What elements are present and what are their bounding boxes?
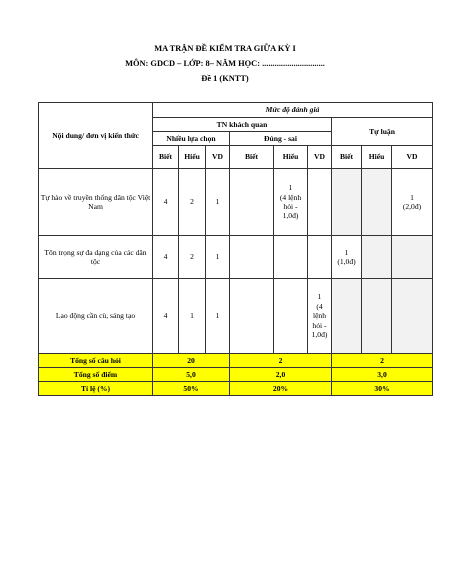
cell-line: 1,0đ) xyxy=(311,330,328,340)
document-title: MA TRẬN ĐỀ KIỂM TRA GIỮA KỲ I xyxy=(154,44,296,53)
essay-biet-header: Biết xyxy=(332,146,362,169)
essay-header: Tự luận xyxy=(332,118,433,146)
content-cell: Tôn trọng sự đa dạng của các dân tộc xyxy=(39,236,153,279)
summary-essay: 3,0 xyxy=(332,368,433,382)
essay-hieu-cell xyxy=(362,236,392,279)
essay-vd-cell xyxy=(392,236,433,279)
essay-vd-header: VD xyxy=(392,146,433,169)
essay-biet-cell xyxy=(332,169,362,236)
tf-hieu-cell xyxy=(274,236,308,279)
tf-header: Đúng - sai xyxy=(230,132,332,146)
cell-line: (1,0đ) xyxy=(337,257,356,266)
mcq-hieu-cell: 1 xyxy=(179,279,206,354)
mcq-vd-cell: 1 xyxy=(206,236,230,279)
summary-label: Tổng số điểm xyxy=(39,368,153,382)
mcq-vd-cell: 1 xyxy=(206,169,230,236)
summary-label: Tổng số câu hỏi xyxy=(39,354,153,368)
summary-row-points xyxy=(39,368,433,382)
mcq-vd-cell: 1 xyxy=(206,279,230,354)
tf-hieu-cell xyxy=(274,169,308,236)
summary-essay: 2 xyxy=(332,354,433,368)
cell-line: lệnh xyxy=(312,311,327,321)
essay-biet-cell xyxy=(332,279,362,354)
summary-row-ratio xyxy=(39,382,433,396)
mcq-vd-header: VD xyxy=(206,146,230,169)
cell-line: 1 xyxy=(317,292,322,302)
summary-row-questions xyxy=(39,354,433,368)
cell-line: (2,0đ) xyxy=(402,202,422,211)
essay-hieu-header: Hiểu xyxy=(362,146,392,169)
level-header: Mức độ đánh giá xyxy=(153,103,433,118)
document-subtitle: MÔN: GDCD – LỚP: 8– NĂM HỌC: .............................. xyxy=(125,59,325,68)
assessment-matrix-table xyxy=(38,102,433,396)
mcq-hieu-header: Hiểu xyxy=(179,146,206,169)
summary-mcq: 5,0 xyxy=(153,368,230,382)
tf-biet-cell xyxy=(230,169,274,236)
summary-tf: 20% xyxy=(230,382,332,396)
tf-vd-header: VD xyxy=(308,146,332,169)
cell-line: hỏi - xyxy=(312,320,327,330)
mcq-hieu-cell: 2 xyxy=(179,236,206,279)
header-row-1 xyxy=(39,103,433,118)
content-cell: Lao động cần cù, sáng tạo xyxy=(39,279,153,354)
cell-line: (4 lệnh xyxy=(279,192,302,202)
tf-vd-cell xyxy=(308,236,332,279)
essay-hieu-cell xyxy=(362,169,392,236)
summary-mcq: 20 xyxy=(153,354,230,368)
summary-label: Tỉ lệ (%) xyxy=(39,382,153,396)
tf-hieu-cell xyxy=(274,279,308,354)
essay-hieu-cell xyxy=(362,279,392,354)
cell-line: 1 xyxy=(288,183,293,193)
tf-vd-cell xyxy=(308,169,332,236)
content-cell: Tự hào về truyền thống dân tộc Việt Nam xyxy=(39,169,153,236)
cell-line: 1 xyxy=(410,192,414,202)
tf-biet-cell xyxy=(230,236,274,279)
table-row xyxy=(39,169,433,236)
tf-biet-header: Biết xyxy=(230,146,274,169)
mcq-header: Nhiều lựa chọn xyxy=(153,132,230,146)
mcq-biet-cell: 4 xyxy=(153,279,179,354)
cell-line: 1 xyxy=(344,247,349,257)
mcq-biet-header: Biết xyxy=(153,146,179,169)
tf-hieu-header: Hiểu xyxy=(274,146,308,169)
table-row xyxy=(39,236,433,279)
exam-label: Đề 1 (KNTT) xyxy=(201,74,249,83)
mcq-biet-cell: 4 xyxy=(153,169,179,236)
cell-line: hỏi - xyxy=(283,202,298,211)
table-row xyxy=(39,279,433,354)
content-column-header: Nội dung/ đơn vị kiến thức xyxy=(39,103,153,169)
summary-tf: 2 xyxy=(230,354,332,368)
mcq-biet-cell: 4 xyxy=(153,236,179,279)
essay-vd-cell xyxy=(392,279,433,354)
tf-vd-cell xyxy=(308,279,332,354)
essay-vd-cell xyxy=(392,169,433,236)
essay-biet-cell xyxy=(332,236,362,279)
cell-line: (4 xyxy=(316,301,323,311)
summary-essay: 30% xyxy=(332,382,433,396)
mcq-hieu-cell: 2 xyxy=(179,169,206,236)
summary-tf: 2,0 xyxy=(230,368,332,382)
cell-line: 1,0đ) xyxy=(282,211,299,221)
tn-header: TN khách quan xyxy=(153,118,332,132)
summary-mcq: 50% xyxy=(153,382,230,396)
tf-biet-cell xyxy=(230,279,274,354)
